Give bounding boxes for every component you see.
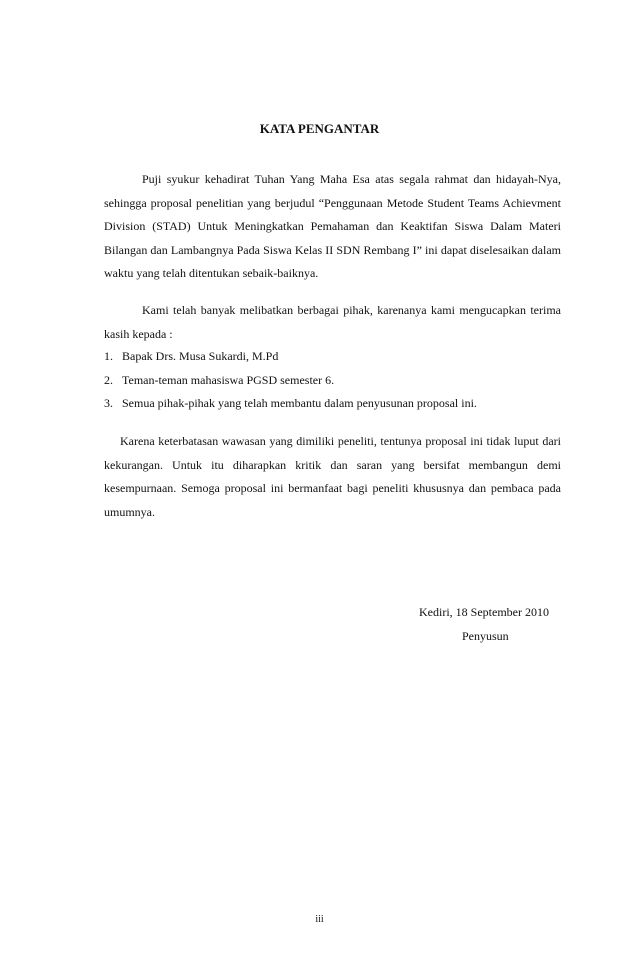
page-title: KATA PENGANTAR (259, 121, 380, 136)
signature-place-date: Kediri, 18 September 2010 (419, 605, 549, 619)
list-item-text: Teman-teman mahasiswa PGSD semester 6. (122, 372, 335, 387)
paragraph-closing: Karena keterbatasan wawasan yang dimiliki peneliti, tentunya proposal ini tidak luput dari kekurangan. Untuk itu diharapkan kritik dan saran yang bersifat membangun demi kesempurnaan. Semoga proposal ini bermanfaat bagi peneliti khususnya dan pembaca pada umumnya. (104, 434, 561, 519)
list-item-number: 1. (104, 349, 113, 363)
list-item (104, 392, 561, 416)
signature-role: Penyusun (462, 629, 509, 643)
list-item-text: Semua pihak-pihak yang telah membantu dalam penyusunan proposal ini. (122, 396, 477, 410)
page-number: iii (315, 914, 324, 925)
list-item-text: Bapak Drs. Musa Sukardi, M.Pd (122, 349, 279, 363)
paragraph-opening: Puji syukur kehadirat Tuhan Yang Maha Esa atas segala rahmat dan hidayah-Nya, sehingga proposal penelitian yang berjudul “Penggunaan Metode Student Teams Achievment Division (STAD) Untuk Meningkatkan Pemahaman dan Keaktifan Siswa Dalam Materi Bilangan dan Lambangnya Pada Siswa Kelas II SDN Rembang I” ini dapat diselesaikan dalam waktu yang telah ditentukan sebaik-baiknya. (104, 172, 561, 280)
list-item-number: 3. (104, 396, 113, 410)
thanks-list (104, 345, 561, 416)
list-item-number: 2. (104, 372, 113, 387)
paragraph-thanks-intro: Kami telah banyak melibatkan berbagai pihak, karenanya kami mengucapkan terima kasih kepada : (104, 303, 561, 341)
list-item (104, 369, 561, 393)
list-item (104, 345, 561, 369)
